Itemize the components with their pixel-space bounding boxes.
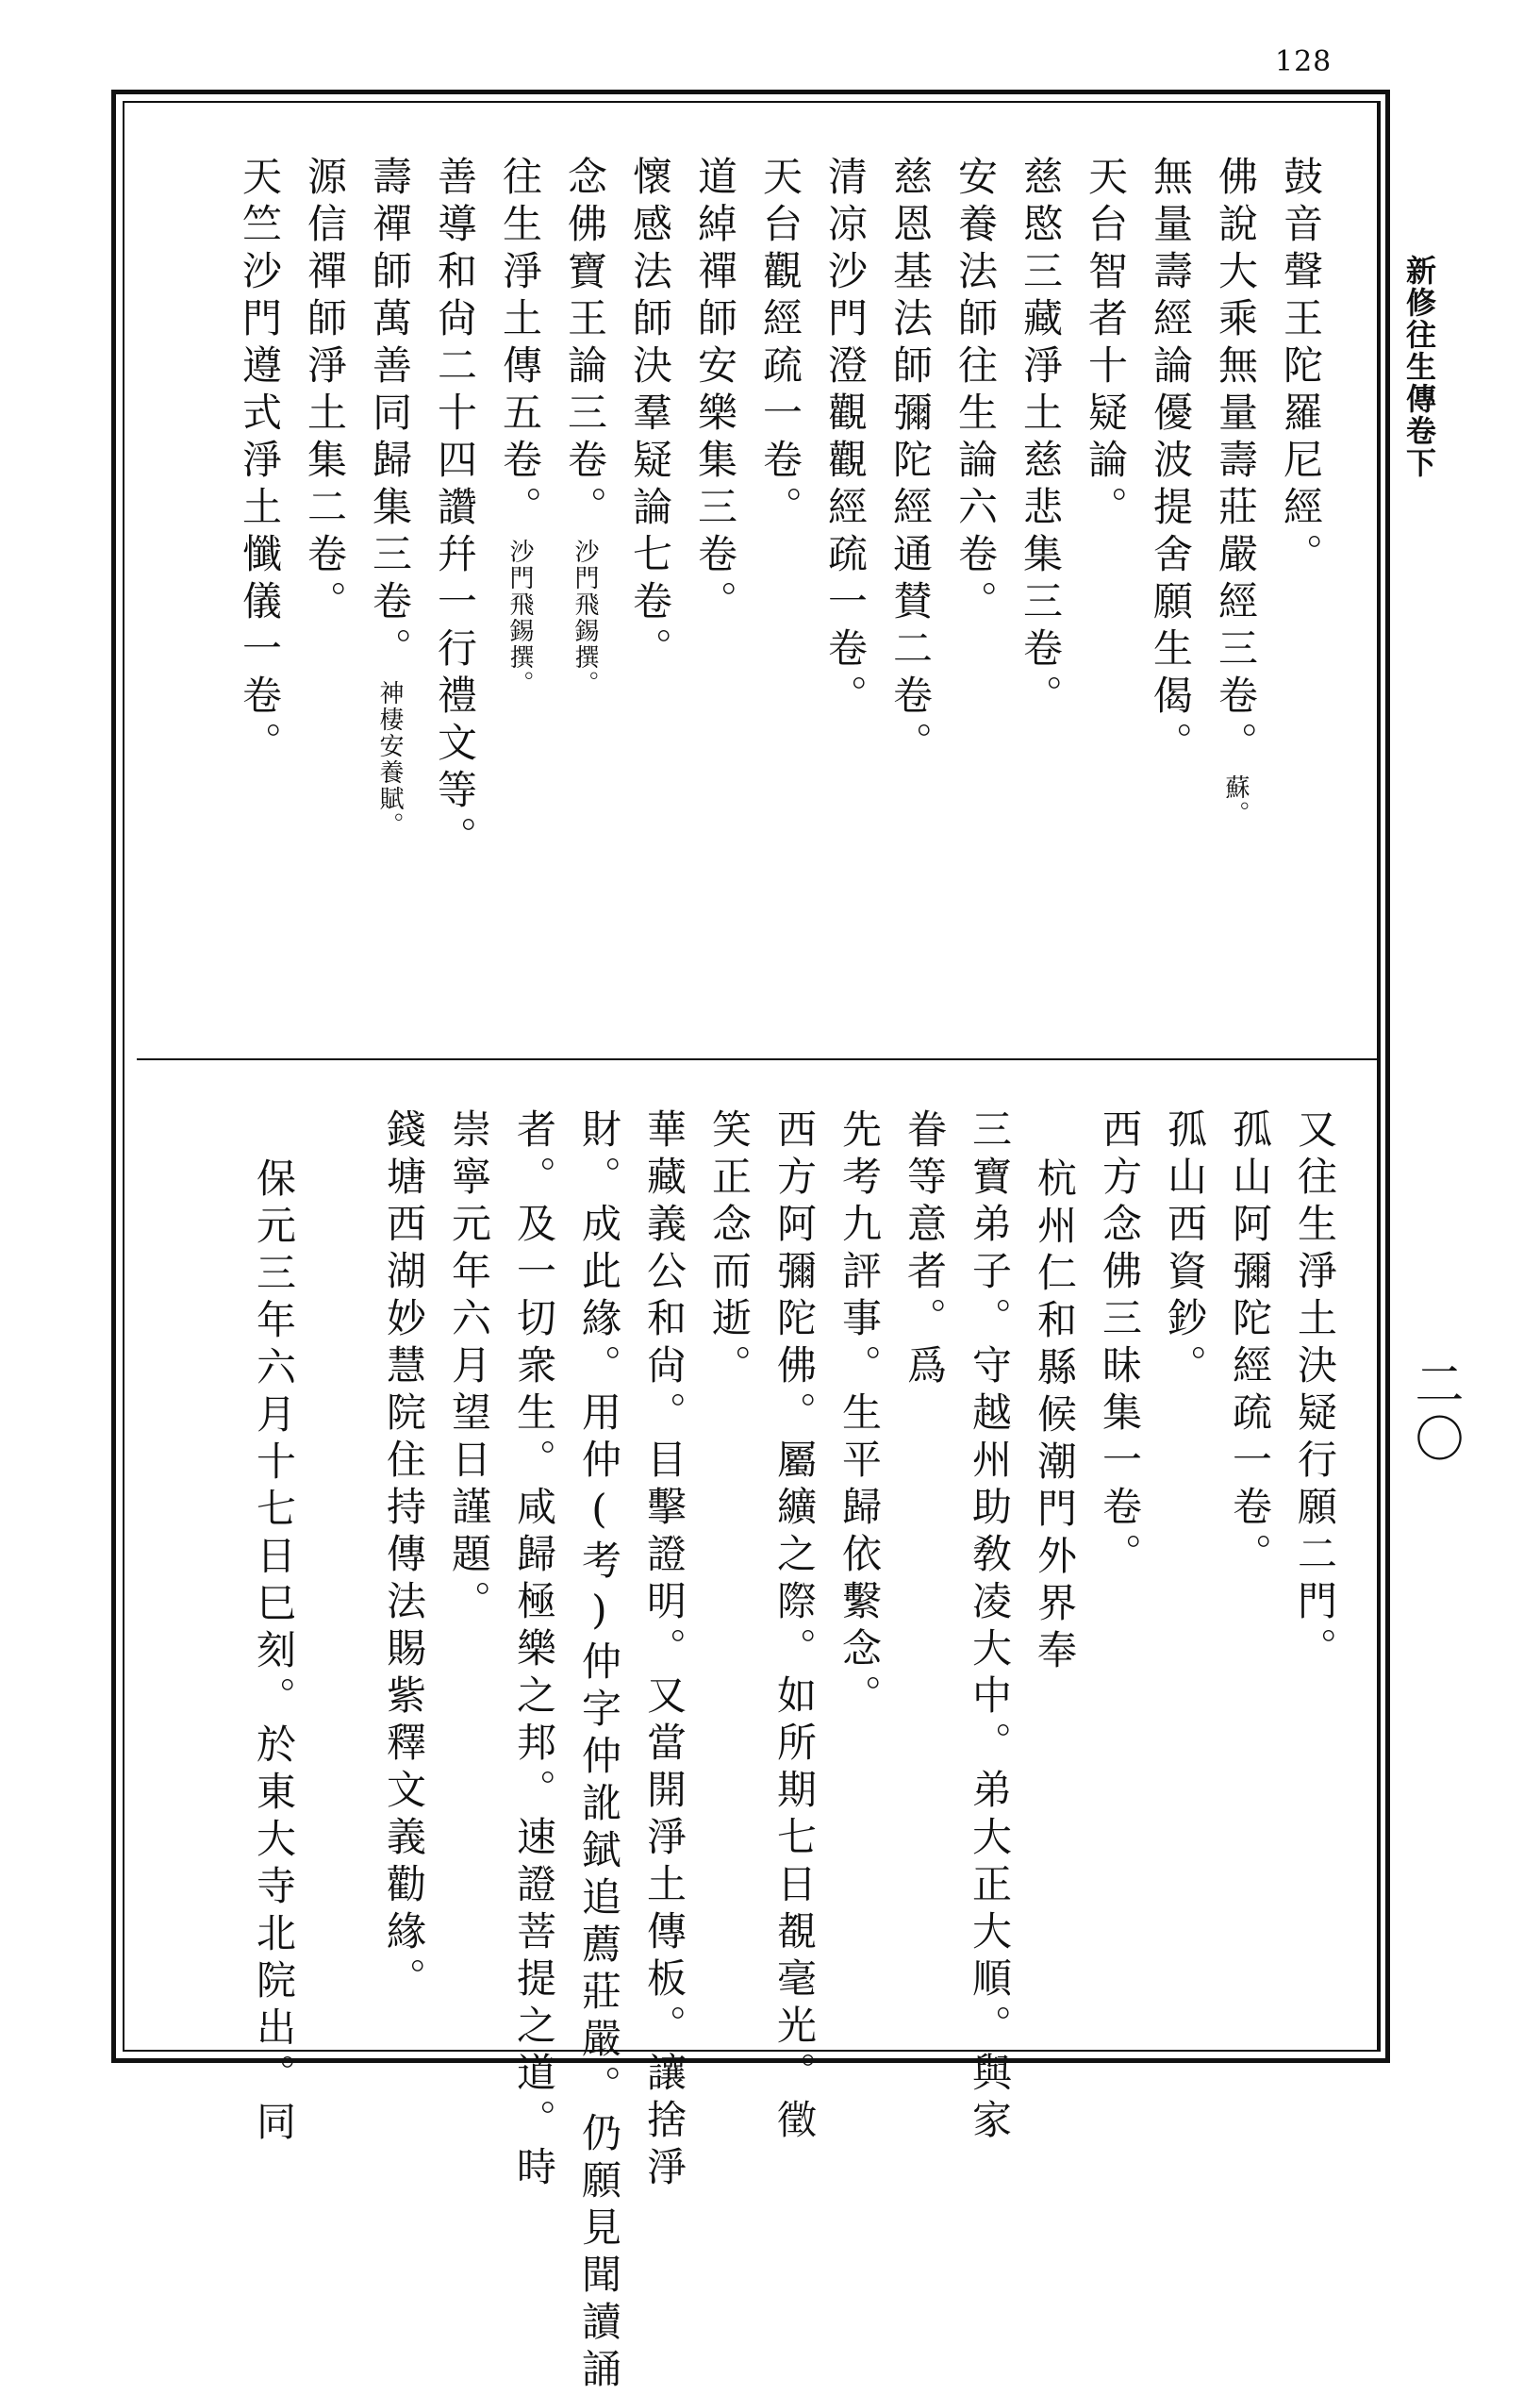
lower-text: 眷等意者。爲 bbox=[902, 1108, 948, 1391]
lower-text: 笑正念而逝。 bbox=[706, 1108, 753, 1391]
upper-text: 往生淨土傳五卷。 bbox=[497, 156, 543, 533]
section-divider bbox=[137, 1058, 1379, 1060]
upper-text: 念佛寶王論三卷。 bbox=[562, 156, 608, 533]
upper-text: 清凉沙門澄觀觀經疏一卷。 bbox=[822, 156, 869, 722]
upper-note: 蘇。 bbox=[1221, 774, 1250, 827]
lower-column bbox=[1097, 1108, 1143, 1580]
upper-text: 慈恩基法師彌陀經通賛二卷。 bbox=[887, 156, 934, 769]
lower-column bbox=[1162, 1108, 1208, 1391]
upper-column bbox=[627, 156, 673, 674]
lower-text: 錢塘西湖妙慧院住持傳法賜紫釋文義勸緣。 bbox=[381, 1108, 427, 2004]
upper-text: 無量壽經論優波提舍願生偈。 bbox=[1148, 156, 1194, 769]
lower-column bbox=[251, 1157, 297, 2148]
lower-text: 杭州仁和縣候潮門外界奉 bbox=[1032, 1157, 1078, 1676]
lower-column bbox=[1227, 1108, 1273, 1580]
upper-text: 安養法師往生論六卷。 bbox=[952, 156, 999, 627]
upper-note: 沙門飛錫撰。 bbox=[505, 539, 534, 697]
upper-column bbox=[302, 156, 348, 627]
upper-text: 道綽禪師安樂集三卷。 bbox=[692, 156, 738, 627]
lower-column bbox=[836, 1108, 883, 1721]
upper-column bbox=[1213, 156, 1259, 827]
upper-text: 天竺沙門遵式淨土懺儀一卷。 bbox=[237, 156, 283, 769]
lower-column bbox=[381, 1108, 427, 2004]
lower-column bbox=[771, 1108, 818, 2146]
running-title: 新修往生傳卷下 bbox=[1401, 255, 1437, 479]
lower-text: 又往生淨土決疑行願二門。 bbox=[1292, 1108, 1338, 1674]
upper-column bbox=[757, 156, 803, 533]
lower-text: 孤山阿彌陀經疏一卷。 bbox=[1227, 1108, 1273, 1580]
upper-column bbox=[692, 156, 738, 627]
upper-column bbox=[1278, 156, 1324, 580]
upper-column bbox=[952, 156, 999, 627]
upper-text: 善導和尙二十四讚幷一行禮文等。 bbox=[432, 156, 478, 863]
page-number: 128 bbox=[1275, 45, 1333, 78]
lower-column bbox=[967, 1108, 1013, 2146]
lower-text: 崇寧元年六月望日謹題。 bbox=[446, 1108, 492, 1627]
lower-text: 者。及一切衆生。咸歸極樂之邦。速證菩提之道。時 bbox=[511, 1108, 557, 2193]
upper-text: 懷感法師決羣疑論七卷。 bbox=[627, 156, 673, 674]
lower-column bbox=[902, 1108, 948, 1391]
upper-column bbox=[367, 156, 413, 839]
upper-column bbox=[822, 156, 869, 722]
lower-text: 孤山西資鈔。 bbox=[1162, 1108, 1208, 1391]
lower-column bbox=[511, 1108, 557, 2193]
lower-column bbox=[1032, 1157, 1078, 1676]
lower-column bbox=[706, 1108, 753, 1391]
upper-text: 壽禪師萬善同歸集三卷。 bbox=[367, 156, 413, 674]
lower-column bbox=[576, 1108, 622, 2395]
lower-text: 三寶弟子。守越州助敎凌大中。弟大正大順。與家 bbox=[967, 1108, 1013, 2146]
lower-text: 先考九評事。生平歸依繫念。 bbox=[836, 1108, 883, 1721]
upper-text: 慈愍三藏淨土慈悲集三卷。 bbox=[1018, 156, 1064, 722]
upper-column bbox=[497, 156, 543, 697]
upper-note: 神棲安養賦。 bbox=[375, 680, 404, 839]
upper-column bbox=[1018, 156, 1064, 722]
upper-column bbox=[887, 156, 934, 769]
upper-column bbox=[237, 156, 283, 769]
lower-text: 西方念佛三昧集一卷。 bbox=[1097, 1108, 1143, 1580]
upper-column bbox=[1148, 156, 1194, 769]
folio-number: 二〇 bbox=[1406, 1358, 1463, 1468]
lower-text: 財。成此緣。用仲(考)仲字仲訛錻追薦莊嚴。仍願見聞讀誦 bbox=[576, 1108, 622, 2395]
lower-column bbox=[1292, 1108, 1338, 1674]
upper-text: 天台智者十疑論。 bbox=[1083, 156, 1129, 533]
lower-text: 華藏義公和尙。目擊證明。又當開淨土傳板。讓捨淨 bbox=[641, 1108, 687, 2193]
upper-note: 沙門飛錫撰。 bbox=[571, 539, 599, 697]
upper-text: 天台觀經疏一卷。 bbox=[757, 156, 803, 533]
upper-text: 鼓音聲王陀羅尼經。 bbox=[1278, 156, 1324, 580]
upper-column bbox=[1083, 156, 1129, 533]
lower-text: 西方阿彌陀佛。屬纊之際。如所期七日覩毫光。徵 bbox=[771, 1108, 818, 2146]
upper-text: 源信禪師淨土集二卷。 bbox=[302, 156, 348, 627]
upper-column bbox=[562, 156, 608, 697]
gutter-rule bbox=[1379, 101, 1381, 2052]
upper-text: 佛說大乘無量壽莊嚴經三卷。 bbox=[1213, 156, 1259, 769]
upper-column bbox=[432, 156, 478, 863]
lower-column bbox=[446, 1108, 492, 1627]
lower-column bbox=[641, 1108, 687, 2193]
lower-text: 保元三年六月十七日巳刻。於東大寺北院出。同 bbox=[251, 1157, 297, 2148]
